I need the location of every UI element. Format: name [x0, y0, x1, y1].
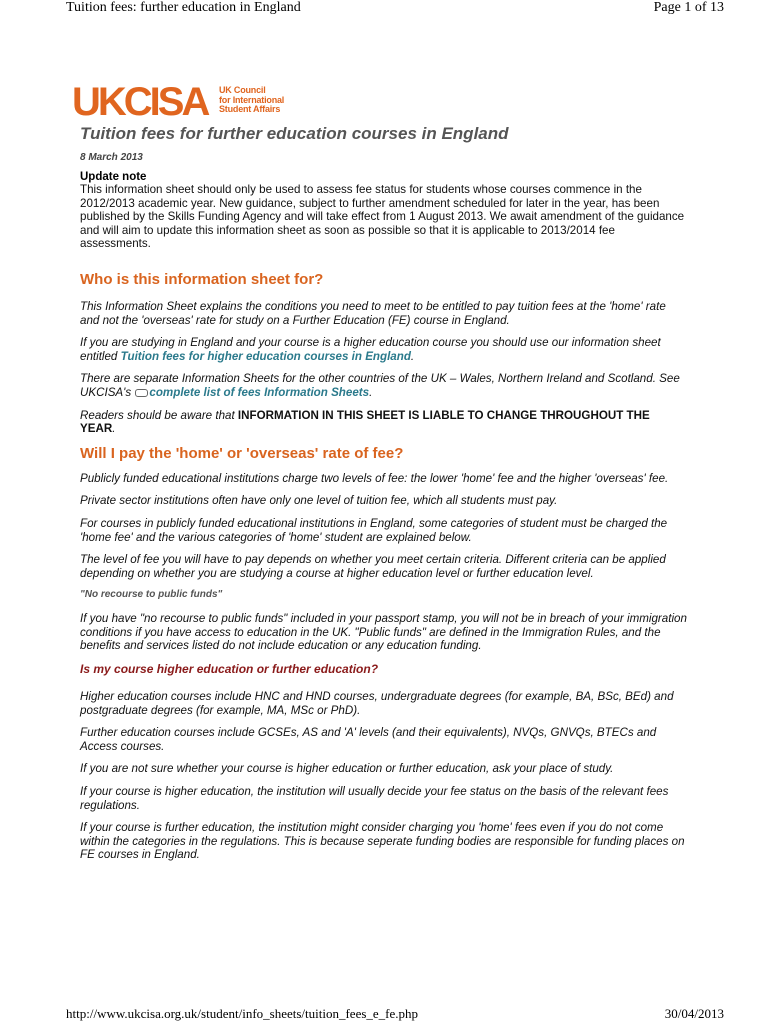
logo-wordmark: UKCISA	[72, 80, 208, 124]
subheading-no-recourse: "No recourse to public funds"	[80, 589, 223, 601]
link-he-fees[interactable]: Tuition fees for higher education courses in England	[120, 349, 411, 363]
page-title: Tuition fees for further education courses in England	[80, 124, 509, 143]
paragraph: Publicly funded educational institutions charge two levels of fee: the lower 'home' fee and the higher 'overseas' fee.	[80, 471, 669, 485]
page-number: Page 1 of 13	[653, 0, 724, 15]
text-span: .	[410, 349, 415, 363]
print-header	[66, 0, 724, 20]
paragraph: If you have "no recourse to public funds" included in your passport stamp, you will not be in breach of your immigration conditions if you have access to education in the UK. "Public funds" are defined in the Immigration Rules, and the benefits and services listed do not include education or any education funding.	[80, 612, 687, 653]
warning-text: INFORMATION IN THIS SHEET IS LIABLE TO CHANGE THROUGHOUT THE YEAR	[80, 408, 650, 436]
paragraph	[80, 336, 688, 363]
paragraph: For courses in publicly funded educational institutions in England, some categories of student must be charged the 'home fee' and the various categories of 'home' student are explained below.	[80, 516, 668, 544]
paragraph: Private sector institutions often have only one level of tuition fee, which all students must pay.	[80, 494, 558, 508]
paragraph: This Information Sheet explains the conditions you need to meet to be entitled to pay tuition fees at the 'home' rate and not the 'overseas' rate for study on a Further Education (FE) course in England.	[80, 299, 666, 327]
header-title: Tuition fees: further education in England	[66, 0, 301, 15]
footer-url: http://www.ukcisa.org.uk/student/info_sheets/tuition_fees_e_fe.php	[66, 1006, 419, 1021]
paragraph: If your course is higher education, the institution will usually decide your fee status on the basis of the relevant fees regulations.	[80, 785, 669, 812]
print-footer	[66, 1006, 724, 1024]
paragraph: Higher education courses include HNC and HND courses, undergraduate degrees (for example, BA, BSc, BEd) and postgraduate degrees (for example, MA, MSc or PhD).	[80, 690, 674, 717]
text-span: There are separate Information Sheets for the other countries of the UK – Wales, Northern Ireland and Scotland. See UKCISA's	[80, 372, 680, 399]
text-span: .	[369, 385, 373, 399]
section-heading-course: Is my course higher education or further education?	[80, 662, 379, 677]
link-icon	[135, 389, 148, 397]
paragraph: If you are not sure whether your course is higher education or further education, ask your place of study.	[80, 762, 614, 776]
logo-tagline: UK Council for International Student Affairs	[219, 85, 285, 114]
link-fees-list[interactable]: complete list of fees Information Sheets	[149, 385, 370, 399]
paragraph: The level of fee you will have to pay depends on whether you meet certain criteria. Different criteria can be applied depending on whether you are studying a course at higher education level or further education level.	[80, 553, 666, 580]
paragraph: If your course is further education, the institution might consider charging you 'home' fees even if you do not come within the categories in the regulations. This is because seperate funding bodies are responsible for funding places on FE courses in England.	[80, 821, 685, 862]
update-note-heading: Update note	[80, 171, 147, 183]
publish-date: 8 March 2013	[80, 152, 143, 163]
paragraph	[80, 409, 688, 436]
document-body	[80, 124, 688, 871]
section-heading-rate: Will I pay the 'home' or 'overseas' rate of fee?	[80, 444, 404, 462]
text-span: If you are studying in England and your course is a higher education course you should use our information sheet entitled	[80, 336, 661, 363]
paragraph	[80, 372, 688, 399]
update-note-text: This information sheet should only be used to assess fee status for students whose courses commence in the 2012/2013 academic year. New guidance, subject to further amendment scheduled for later in the year, has been published by the Skills Funding Agency and will take effect from 1 August 2013. We await amendment of the guidance and will aim to update this information sheet as soon as possible so that it is applicable to 2013/2014 fee assessments.	[80, 183, 685, 251]
text-span: .	[112, 422, 116, 436]
section-heading-who: Who is this information sheet for?	[80, 270, 324, 288]
text-span: Readers should be aware that	[80, 408, 238, 422]
paragraph: Further education courses include GCSEs, AS and 'A' levels (and their equivalents), NVQs, GNVQs, BTECs and Access courses.	[80, 726, 657, 753]
footer-date: 30/04/2013	[664, 1006, 724, 1021]
